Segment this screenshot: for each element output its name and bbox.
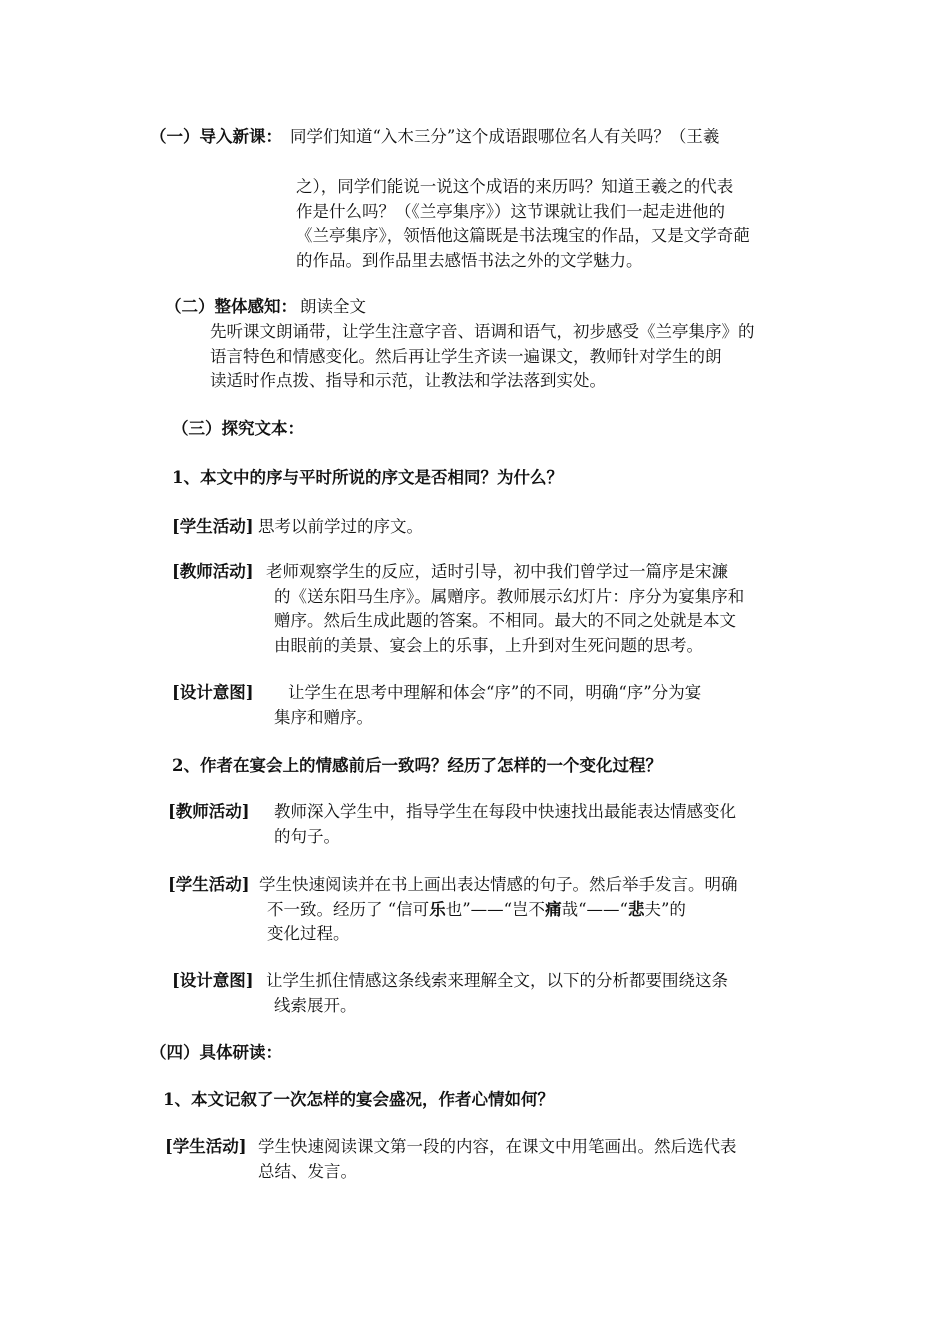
section-1-label: （一）导入新课： — [150, 127, 282, 146]
emphasis-sorrow: 悲 — [627, 899, 645, 919]
text-line: 之），同学们能说一说这个成语的来历吗？知道王羲之的代表 — [296, 177, 734, 196]
question-2: 2、作者在宴会上的情感前后一致吗？经历了怎样的一个变化过程？ — [172, 756, 662, 775]
section-3-heading: （三）探究文本： — [172, 419, 304, 438]
question-1: 1、本文中的序与平时所说的序文是否相同？为什么？ — [172, 468, 563, 487]
student-activity-label: [学生活动] — [165, 1137, 247, 1156]
text-line: 赠序。然后生成此题的答案。不相同。最大的不同之处就是本文 — [274, 611, 736, 630]
teacher-activity-line-2: 的句子。 — [274, 827, 340, 846]
text-span: 夫”的 — [644, 899, 686, 919]
section-2-label: （二）整体感知： — [165, 297, 297, 316]
section-1-continuation — [296, 175, 750, 273]
section-4-heading: （四）具体研读： — [150, 1043, 282, 1062]
emphasis-joy: 乐 — [429, 899, 446, 919]
text-line: 由眼前的美景、宴会上的乐事，上升到对生死问题的思考。 — [274, 635, 703, 655]
text-line: 学生快速阅读并在书上画出表达情感的句子。然后举手发言。明确 — [259, 875, 738, 894]
student-activity-line-1: 学生快速阅读课文第一段的内容，在课文中用笔画出。然后选代表 — [258, 1137, 737, 1156]
section-2-line-1: 朗读全文 — [300, 297, 366, 316]
student-activity-line-2: 总结、发言。 — [258, 1162, 357, 1181]
text-line: 老师观察学生的反应，适时引导，初中我们曾学过一篇序是宋濂 — [266, 562, 728, 581]
text-span: 哉“——“ — [561, 899, 628, 919]
teacher-activity-line-1: 教师深入学生中，指导学生在每段中快速找出最能表达情感变化 — [274, 802, 736, 821]
emphasis-pain: 痛 — [545, 899, 562, 919]
design-intent-line-1: 让学生在思考中理解和体会“序”的不同，明确“序”分为宴 — [288, 683, 702, 702]
student-activity-label: [学生活动] — [172, 517, 254, 536]
design-intent-line-2: 集序和赠序。 — [274, 708, 373, 727]
teacher-activity-text — [266, 560, 744, 658]
text-line: 读适时作点拨、指导和示范，让教法和学法落到实处。 — [210, 371, 606, 390]
design-intent-line-1: 让学生抓住情感这条线索来理解全文，以下的分析都要围绕这条 — [266, 971, 728, 990]
student-activity-text: 思考以前学过的序文。 — [258, 517, 423, 536]
teacher-activity-label: [教师活动] — [168, 802, 250, 821]
text-line: 的作品。到作品里去感悟书法之外的文学魅力。 — [296, 250, 643, 270]
text-line: 作是什么吗？（《兰亭集序》）这节课就让我们一起走进他的 — [296, 201, 725, 221]
text-line: 先听课文朗诵带，让学生注意字音、语调和语气，初步感受《兰亭集序》的 — [210, 322, 755, 341]
text-line: 《兰亭集序》，领悟他这篇既是书法瑰宝的作品，又是文学奇葩 — [296, 226, 750, 245]
student-activity-label: [学生活动] — [168, 875, 250, 894]
text-span: 不一致。经历了 “信可 — [267, 899, 430, 919]
section-2-continuation — [210, 320, 755, 394]
question-1: 1、本文记叙了一次怎样的宴会盛况，作者心情如何？ — [163, 1090, 554, 1109]
text-line: 变化过程。 — [267, 924, 350, 943]
design-intent-label: [设计意图] — [172, 683, 254, 702]
text-line: 的《送东阳马生序》。属赠序。教师展示幻灯片：序分为宴集序和 — [274, 586, 745, 606]
section-1-line-1: 同学们知道“入木三分”这个成语跟哪位名人有关吗？（王羲 — [290, 127, 720, 146]
design-intent-label: [设计意图] — [172, 971, 254, 990]
teacher-activity-label: [教师活动] — [172, 562, 254, 581]
design-intent-line-2: 线索展开。 — [274, 996, 357, 1015]
text-span: 也”——“岂不 — [445, 899, 546, 919]
student-activity-text — [259, 873, 738, 947]
text-line — [259, 898, 738, 923]
text-line: 语言特色和情感变化。然后再让学生齐读一遍课文，教师针对学生的朗 — [210, 346, 722, 366]
